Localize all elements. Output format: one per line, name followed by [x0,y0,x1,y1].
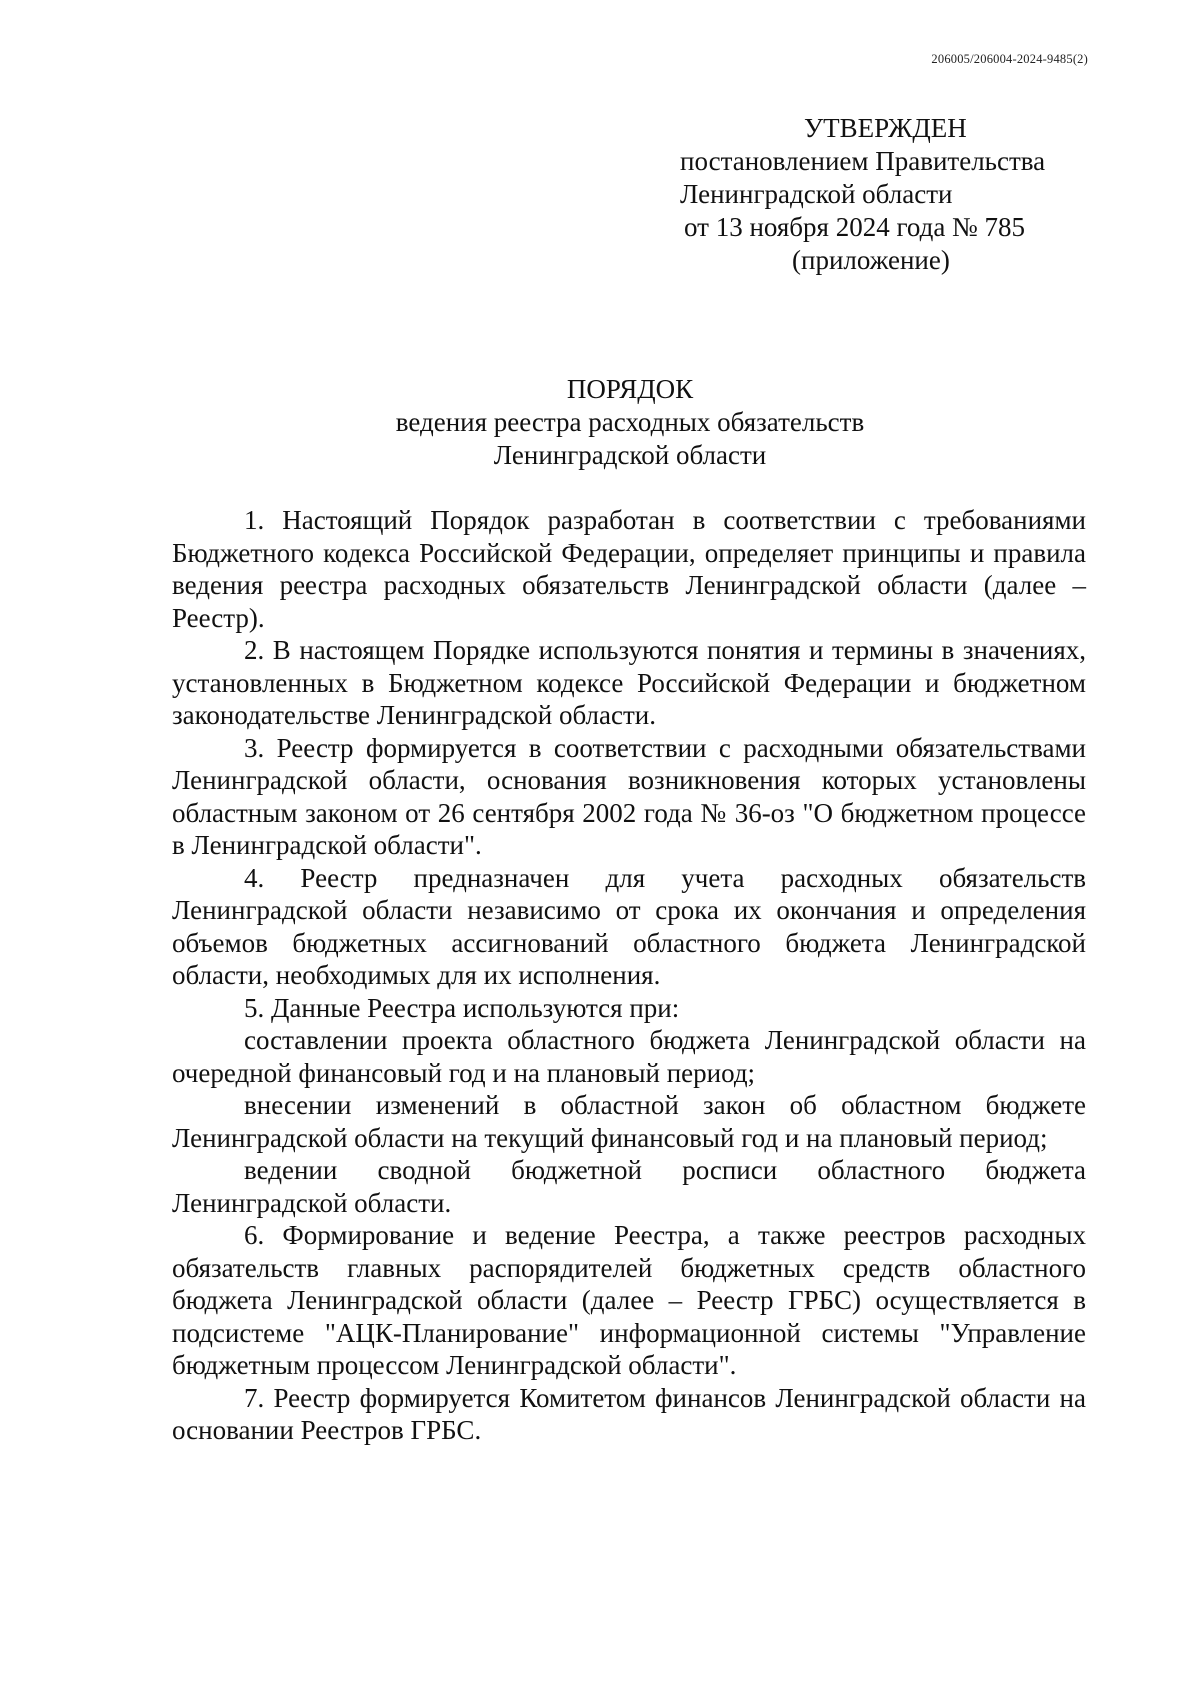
paragraph-6: 6. Формирование и ведение Реестра, а также реестров расходных обязательств главных распорядителей бюджетных средств областного бюджета Ленинградской области (далее – Реестр ГРБС) осуществляется в подсистеме "АЦК-Планирование" информационной системы "Управление бюджетным процессом Ленинградской области". [172,1220,1086,1380]
title-subtitle: ведения реестра расходных обязательств [395,407,865,437]
document-body [172,504,1086,1447]
approval-line: Ленинградской области [680,179,953,209]
paragraph-2: 2. В настоящем Порядке используются понятия и термины в значениях, установленных в Бюджетном кодексе Российской Федерации и бюджетном законодательстве Ленинградской области. [172,635,1086,730]
document-id: 206005/206004-2024-9485(2) [931,52,1088,66]
paragraph-5-item: внесении изменений в областной закон об областном бюджете Ленинградской области на текущий финансовый год и на плановый период; [172,1090,1086,1153]
document-title [0,373,1200,472]
paragraph-1: 1. Настоящий Порядок разработан в соответствии с требованиями Бюджетного кодекса Российской Федерации, определяет принципы и правила ведения реестра расходных обязательств Ленинградской области (далее – Реестр). [172,505,1086,633]
paragraph-5: 5. Данные Реестра используются при: [244,992,680,1023]
paragraph-4: 4. Реестр предназначен для учета расходных обязательств Ленинградской области независимо от срока их окончания и определения объемов бюджетных ассигнований областного бюджета Ленинградской области, необходимых для их исполнения. [172,862,1086,990]
title-subtitle: Ленинградской области [493,440,767,470]
paragraph-3: 3. Реестр формируется в соответствии с расходными обязательствами Ленинградской области, основания возникновения которых установлены областным законом от 26 сентября 2002 года № 36-оз "О бюджетном процессе в Ленинградской области". [172,732,1086,860]
approval-line: постановлением Правительства [680,146,1046,176]
approval-date-number: от 13 ноября 2024 года № 785 [684,212,1026,242]
paragraph-7: 7. Реестр формируется Комитетом финансов Ленинградской области на основании Реестров ГРБС. [172,1382,1086,1445]
title-heading: ПОРЯДОК [566,374,694,404]
approval-annex-note: (приложение) [792,245,950,275]
paragraph-5-item: составлении проекта областного бюджета Ленинградской области на очередной финансовый год и на плановый период; [172,1025,1086,1088]
paragraph-5-item: ведении сводной бюджетной росписи областного бюджета Ленинградской области. [172,1155,1086,1218]
approval-stamp [680,112,1100,277]
approval-heading: УТВЕРЖДЕН [804,113,967,143]
